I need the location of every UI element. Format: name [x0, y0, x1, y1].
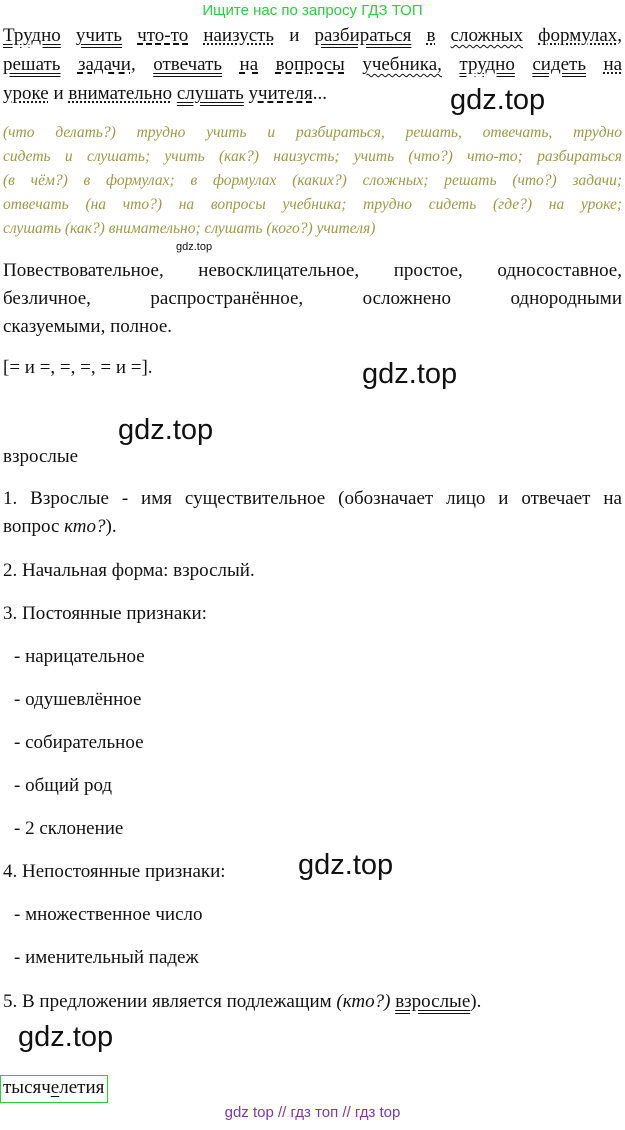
parsing-point-1-line-2 — [3, 516, 117, 538]
parsed-word: взрослые — [3, 446, 79, 467]
parsing-point-5 — [3, 991, 481, 1013]
watermark: gdz.top — [450, 84, 546, 116]
constant-feature: - собирательное — [14, 732, 144, 753]
characteristic-line-1: Повествовательное, невосклицательное, простое, односоставное, — [3, 260, 622, 281]
point-5-end: ). — [470, 991, 482, 1012]
parsing-point-1-line-1: 1. Взрослые - имя существительное (обозначает лицо и отвечает на — [3, 488, 622, 509]
word-i-2: и — [53, 83, 64, 104]
watermark: gdz.top — [118, 414, 214, 446]
watermark-small: gdz.top — [176, 241, 213, 253]
questions-line-3: (в чём?) в формулах; в формулах (каких?) сложных; решать (что?) задачи; — [3, 172, 622, 189]
characteristic-line-3: сказуемыми, полное. — [3, 316, 173, 337]
word-part-after: летия — [59, 1077, 105, 1098]
bottom-word-box — [0, 1075, 108, 1103]
sentence-scheme: [= и =, =, =, = и =]. — [3, 357, 153, 378]
header-search-link[interactable]: Ищите нас по запросу ГДЗ ТОП — [202, 2, 423, 19]
sentence-line-1 — [3, 25, 622, 47]
question-kto: кто? — [64, 516, 106, 537]
footer-links[interactable]: gdz top // гдз топ // гдз top — [224, 1104, 401, 1121]
parsing-point-4: 4. Непостоянные признаки: — [3, 861, 226, 882]
word-trudno-2: трудно — [459, 54, 515, 75]
questions-line-4: отвечать (на что?) на вопросы учебника; трудно сидеть (где?) на уроке; — [3, 196, 622, 213]
word-uchebnika: учебника, — [362, 54, 442, 75]
variable-feature: - множественное число — [14, 904, 203, 925]
word-na-2: на — [603, 54, 623, 75]
word-slozhnykh: сложных — [450, 25, 524, 46]
question-prefix: вопрос — [3, 516, 65, 537]
characteristic-line-2: безличное, распространённое, осложнено однородными — [3, 288, 622, 309]
point-5-text: 5. В предложении является подлежащим — [3, 991, 337, 1012]
question-suffix: ). — [105, 516, 117, 537]
word-otvechat: отвечать — [153, 54, 223, 75]
word-sidet: сидеть — [532, 54, 587, 75]
variable-feature: - именительный падеж — [14, 947, 199, 968]
constant-feature: - нарицательное — [14, 646, 145, 667]
word-reshat: решать — [3, 54, 61, 75]
word-slushat: слушать — [176, 83, 244, 104]
sentence-line-2 — [3, 54, 622, 76]
word-uchitelya: учителя — [248, 83, 313, 104]
watermark: gdz.top — [298, 849, 394, 881]
word-na: на — [239, 54, 259, 75]
word-part-before: тысяч — [3, 1077, 51, 1098]
point-5-question: (кто?) — [336, 991, 391, 1012]
watermark: gdz.top — [18, 1021, 114, 1053]
word-zadachi: задачи, — [77, 54, 136, 75]
questions-line-1: (что делать?) трудно учить и разбираться, решать, отвечать, трудно — [3, 124, 622, 141]
word-chto-to: что-то — [137, 25, 189, 46]
word-formulakh: формулах, — [538, 25, 623, 46]
word-v: в — [426, 25, 436, 46]
word-naizust: наизусть — [203, 25, 275, 46]
questions-line-5: слушать (как?) внимательно; слушать (кого?) учителя) — [3, 220, 376, 237]
parsing-point-3: 3. Постоянные признаки: — [3, 603, 207, 624]
constant-feature: - общий род — [14, 775, 113, 796]
constant-feature: - 2 склонение — [14, 818, 124, 839]
word-uroke: уроке — [3, 83, 49, 104]
word-vnimatelno: внимательно — [68, 83, 173, 104]
point-5-subject: взрослые — [395, 991, 471, 1012]
sentence-line-3 — [3, 83, 327, 105]
word-trudno: Трудно — [3, 25, 61, 46]
word-voprosy: вопросы — [275, 54, 345, 75]
word-razbiratsya: разбираться — [314, 25, 412, 46]
watermark: gdz.top — [362, 358, 458, 390]
constant-feature: - одушевлённое — [14, 689, 142, 710]
parsing-point-2: 2. Начальная форма: взрослый. — [3, 560, 255, 581]
word-uchit: учить — [75, 25, 123, 46]
questions-line-2: сидеть и слушать; учить (как?) наизусть; учить (что?) что-то; разбираться — [3, 148, 622, 165]
ellipsis: ... — [312, 83, 327, 104]
word-part-marked: е — [50, 1077, 60, 1098]
word-i: и — [289, 25, 300, 46]
